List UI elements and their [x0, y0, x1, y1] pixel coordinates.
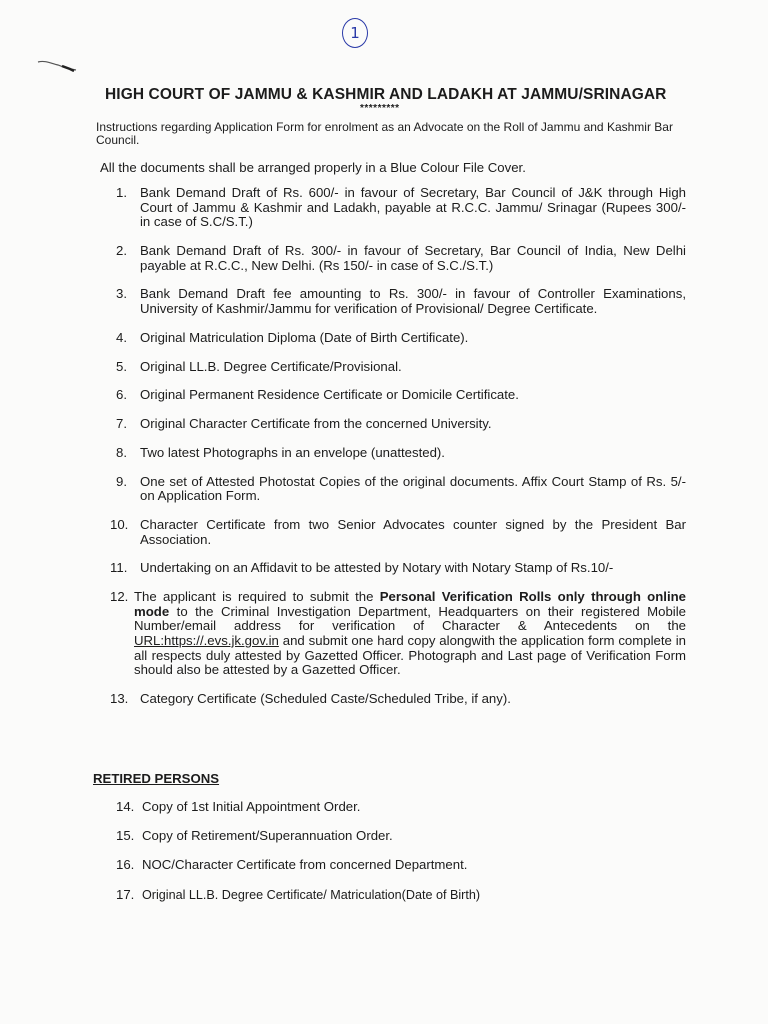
title-separator: ********* [360, 103, 400, 114]
handwritten-page-number: 1 [342, 18, 368, 48]
list-item: 9. One set of Attested Photostat Copies of the original documents. Affix Court Stamp of Rs. 5/-on Application Form. [116, 473, 686, 504]
list-item: 15. Copy of Retirement/Superannuation Order. [116, 828, 393, 844]
lead-text: All the documents shall be arranged properly in a Blue Colour File Cover. [100, 160, 526, 175]
list-item: 10. Character Certificate from two Senior Advocates counter signed by the President Bar Association. [110, 517, 686, 547]
list-item: 5. Original LL.B. Degree Certificate/Provisional. [116, 358, 402, 374]
list-item: 4. Original Matriculation Diploma (Date of Birth Certificate). [116, 329, 469, 345]
list-item: 11. Undertaking on an Affidavit to be attested by Notary with Notary Stamp of Rs.10/- [110, 560, 614, 576]
retired-persons-heading: RETIRED PERSONS [93, 771, 220, 786]
verification-url: URL:https://.evs.jk.gov.in [134, 632, 279, 648]
list-item: 14. Copy of 1st Initial Appointment Order. [116, 799, 361, 814]
list-item: 7. Original Character Certificate from the concerned University. [116, 416, 492, 432]
intro-text: Instructions regarding Application Form for enrolment as an Advocate on the Roll of Jammu and Kashmir Bar Council. [96, 120, 673, 147]
list-item: 16. NOC/Character Certificate from concerned Department. [116, 857, 468, 873]
list-item: 3. Bank Demand Draft fee amounting to Rs. 300/- in favour of Controller Examinations, University of Kashmir/Jammu for verification of Provisional/ Degree Certificate. [116, 286, 686, 316]
paper-mark-icon [36, 58, 80, 72]
retired-list [116, 800, 686, 917]
list-item: 17. Original LL.B. Degree Certificate/ Matriculation(Date of Birth) [116, 886, 481, 902]
instruction-list [110, 185, 687, 721]
list-item: 2. Bank Demand Draft of Rs. 300/- in favour of Secretary, Bar Council of India, New Delhi payable at R.C.C., New Delhi. (Rs 150/- in case of S.C./S.T.) [116, 242, 686, 273]
list-item: 8. Two latest Photographs in an envelope (unattested). [116, 444, 445, 460]
document-title: HIGH COURT OF JAMMU & KASHMIR AND LADAKH AT JAMMU/SRINAGAR [105, 86, 667, 103]
list-item: 1. Bank Demand Draft of Rs. 600/- in favour of Secretary, Bar Council of J&K through High Court of Jammu & Kashmir and Ladakh, payable at R.C.C. Jammu/ Srinagar (Rupees 300/- in case of S.C/S.T.) [116, 185, 686, 230]
list-item: 6. Original Permanent Residence Certificate or Domicile Certificate. [116, 387, 519, 403]
list-item-verification: 12. The applicant is required to submit the Personal Verification Rolls only through online mode to the Criminal Investigation Department, Headquarters on their registered Mobile Number/email address for verification of Character & Antecedents on the URL:https://.evs.jk.gov.in and submit one hard copy alongwith the application form complete in all respects duly attested by Gazetted Officer. Photograph and Last page of Verification Form should also be attested by a Gazetted Officer. [110, 589, 687, 678]
list-item: 13. Category Certificate (Scheduled Caste/Scheduled Tribe, if any). [110, 690, 511, 706]
